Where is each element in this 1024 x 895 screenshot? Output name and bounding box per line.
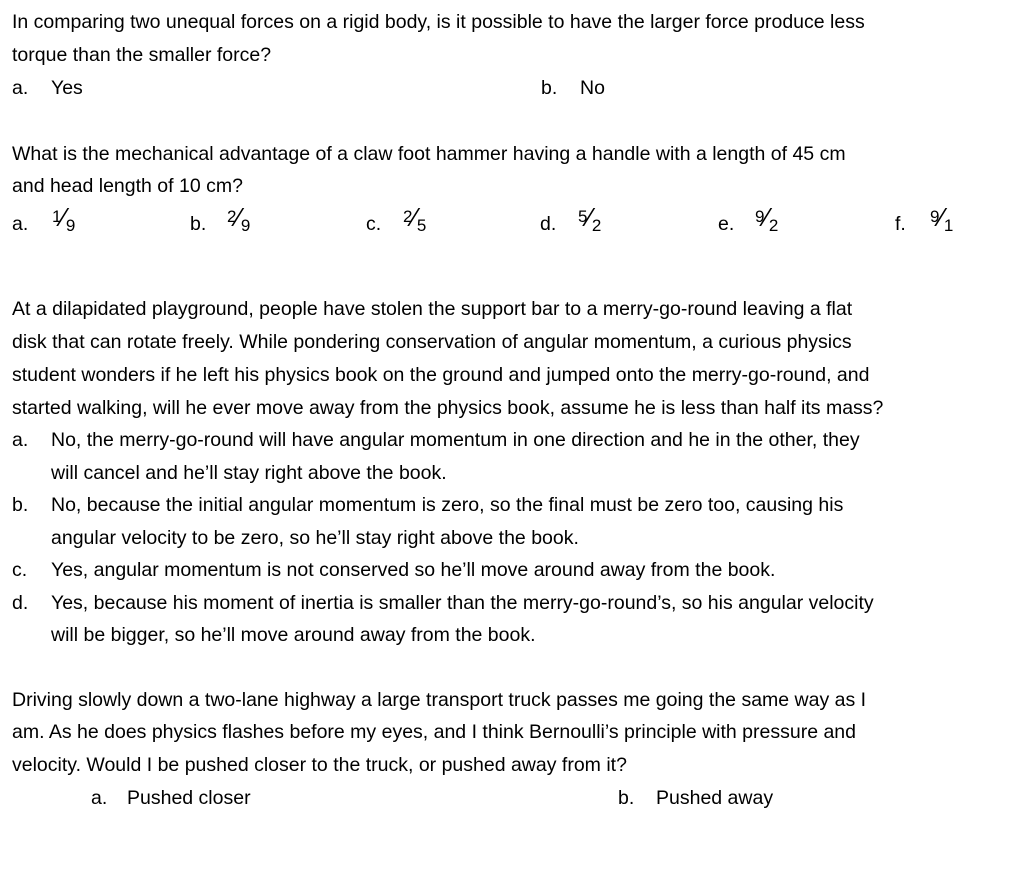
question-1-line: In comparing two unequal forces on a rigid body, is it possible to have the larger force produce less	[12, 11, 865, 33]
option-text: No	[580, 77, 605, 99]
question-4-line: am. As he does physics flashes before my eyes, and I think Bernoulli’s principle with pressure and	[12, 721, 856, 743]
option-label: c.	[12, 559, 28, 581]
question-3-line: started walking, will he ever move away from the physics book, assume he is less than half its mass?	[12, 397, 884, 419]
numerator: 1	[52, 207, 62, 226]
question-2-line: What is the mechanical advantage of a claw foot hammer having a handle with a length of 45 cm	[12, 143, 846, 165]
denominator: 2	[768, 216, 779, 235]
option-text: angular velocity to be zero, so he’ll stay right above the book.	[51, 527, 579, 549]
denominator: 1	[943, 216, 954, 235]
fraction-option: $^9⁄_1$	[930, 202, 954, 235]
option-text: will be bigger, so he’ll move around away from the book.	[51, 624, 536, 646]
option-label: c.	[366, 213, 382, 235]
fraction-option: $^5⁄_2$	[578, 202, 602, 235]
option-label: f.	[895, 213, 906, 235]
option-text: Pushed away	[656, 787, 774, 809]
denominator: 9	[240, 216, 251, 235]
option-label: e.	[718, 213, 735, 235]
denominator: 5	[416, 216, 427, 235]
option-label: b.	[541, 77, 558, 99]
numerator: 5	[578, 207, 588, 226]
question-4-line: Driving slowly down a two-lane highway a large transport truck passes me going the same way as I	[12, 689, 867, 711]
option-text: No, the merry-go-round will have angular momentum in one direction and he in the other, they	[51, 429, 860, 451]
option-text: Yes, angular momentum is not conserved so he’ll move around away from the book.	[51, 559, 776, 581]
fraction-option: $^2⁄_9$	[227, 202, 251, 235]
question-2-line: and head length of 10 cm?	[12, 175, 243, 197]
numerator: 2	[403, 207, 413, 226]
fraction-option: $^1⁄_9$	[52, 202, 76, 235]
option-label: a.	[12, 213, 29, 235]
option-label: a.	[12, 77, 29, 99]
option-text: Pushed closer	[127, 787, 251, 809]
option-label: a.	[12, 429, 29, 451]
option-label: d.	[12, 592, 29, 614]
option-text: will cancel and he’ll stay right above the book.	[51, 462, 447, 484]
option-text: No, because the initial angular momentum is zero, so the final must be zero too, causing his	[51, 494, 844, 516]
fraction-option: $^9⁄_2$	[755, 202, 779, 235]
question-1-line: torque than the smaller force?	[12, 44, 272, 66]
question-3-line: At a dilapidated playground, people have stolen the support bar to a merry-go-round leaving a flat	[12, 298, 853, 320]
question-3-line: disk that can rotate freely. While pondering conservation of angular momentum, a curious physics	[12, 331, 852, 353]
option-text: Yes, because his moment of inertia is smaller than the merry-go-round’s, so his angular velocity	[51, 592, 874, 614]
denominator: 9	[65, 216, 76, 235]
numerator: 2	[227, 207, 237, 226]
fraction-option: $^2⁄_5$	[403, 202, 427, 235]
numerator: 9	[755, 207, 765, 226]
option-text: Yes	[51, 77, 83, 99]
option-label: d.	[540, 213, 557, 235]
denominator: 2	[591, 216, 602, 235]
question-3-line: student wonders if he left his physics book on the ground and jumped onto the merry-go-round, and	[12, 364, 870, 386]
question-4-line: velocity. Would I be pushed closer to the truck, or pushed away from it?	[12, 754, 627, 776]
option-label: b.	[12, 494, 29, 516]
option-label: b.	[190, 213, 207, 235]
option-label: b.	[618, 787, 635, 809]
numerator: 9	[930, 207, 940, 226]
option-label: a.	[91, 787, 108, 809]
